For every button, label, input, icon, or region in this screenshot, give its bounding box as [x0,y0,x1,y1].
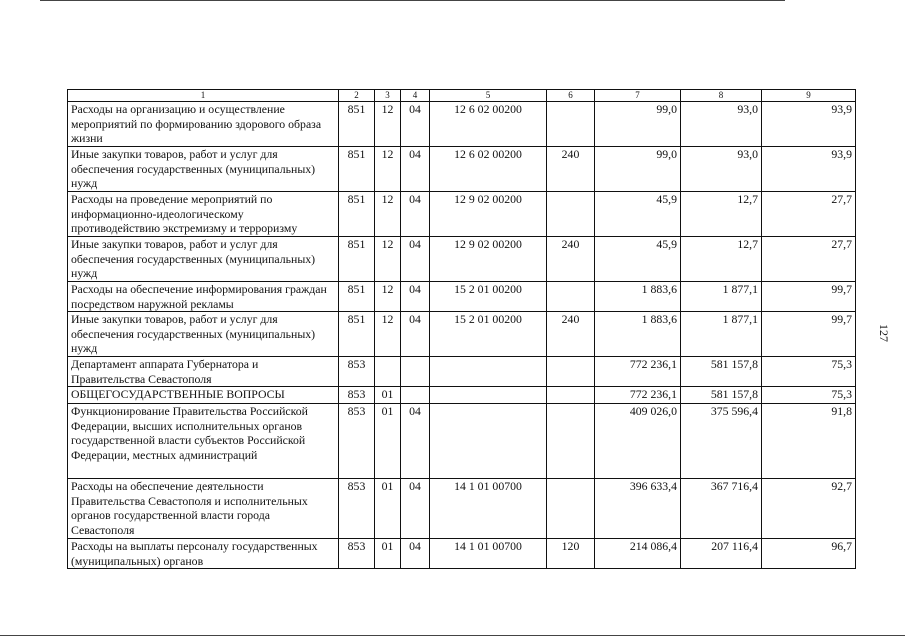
planned-amount-cell: 409 026,0 [595,404,681,479]
podrazdel-code-cell: 04 [401,312,430,357]
target-article-cell: 14 1 01 00700 [430,479,547,539]
table-row [68,312,856,357]
planned-amount-cell: 214 086,4 [595,539,681,569]
razdel-code-cell: 01 [375,539,401,569]
podrazdel-code-cell: 04 [401,192,430,237]
column-header: 4 [401,90,430,102]
column-header: 3 [375,90,401,102]
target-article-cell [430,387,547,404]
expense-type-cell [547,387,595,404]
razdel-code-cell: 12 [375,192,401,237]
table-row [68,539,856,569]
table-row [68,357,856,387]
row-name-cell: Функционирование Правительства Российской Федерации, высших исполнительных органов государственной власти субъектов Российской Федерации, местных администраций [68,404,339,479]
table-row [68,192,856,237]
expense-type-cell [547,192,595,237]
planned-amount-cell: 1 883,6 [595,282,681,312]
razdel-code-cell: 12 [375,102,401,147]
executed-amount-cell: 1 877,1 [681,312,762,357]
razdel-code-cell: 01 [375,387,401,404]
executed-amount-cell: 581 157,8 [681,357,762,387]
column-header: 9 [762,90,856,102]
row-name-cell: Департамент аппарата Губернатора и Правительства Севастополя [68,357,339,387]
planned-amount-cell: 99,0 [595,147,681,192]
podrazdel-code-cell: 04 [401,404,430,479]
expense-type-cell [547,282,595,312]
execution-percent-cell: 93,9 [762,102,856,147]
target-article-cell: 12 6 02 00200 [430,147,547,192]
target-article-cell: 15 2 01 00200 [430,312,547,357]
row-name-cell: Расходы на обеспечение деятельности Правительства Севастополя и исполнительных органов государственной власти города Севастополя [68,479,339,539]
glava-code-cell: 851 [339,102,375,147]
row-name-cell: Расходы на выплаты персоналу государственных (муниципальных) органов [68,539,339,569]
planned-amount-cell: 45,9 [595,237,681,282]
glava-code-cell: 851 [339,147,375,192]
razdel-code-cell: 12 [375,282,401,312]
target-article-cell: 15 2 01 00200 [430,282,547,312]
column-header: 5 [430,90,547,102]
target-article-cell: 12 6 02 00200 [430,102,547,147]
planned-amount-cell: 396 633,4 [595,479,681,539]
planned-amount-cell: 1 883,6 [595,312,681,357]
execution-percent-cell: 75,3 [762,387,856,404]
column-header: 6 [547,90,595,102]
executed-amount-cell: 12,7 [681,237,762,282]
expense-type-cell [547,102,595,147]
execution-percent-cell: 27,7 [762,192,856,237]
target-article-cell [430,404,547,479]
row-name-cell: Иные закупки товаров, работ и услуг для обеспечения государственных (муниципальных) нужд [68,312,339,357]
podrazdel-code-cell: 04 [401,102,430,147]
table-row [68,237,856,282]
table-row [68,282,856,312]
podrazdel-code-cell: 04 [401,539,430,569]
razdel-code-cell: 12 [375,147,401,192]
glava-code-cell: 851 [339,192,375,237]
row-name-cell: Расходы на проведение мероприятий по информационно-идеологическому противодействию экстремизму и терроризму [68,192,339,237]
executed-amount-cell: 207 116,4 [681,539,762,569]
execution-percent-cell: 93,9 [762,147,856,192]
target-article-cell: 14 1 01 00700 [430,539,547,569]
execution-percent-cell: 99,7 [762,282,856,312]
execution-percent-cell: 91,8 [762,404,856,479]
table-row [68,147,856,192]
execution-percent-cell: 92,7 [762,479,856,539]
execution-percent-cell: 27,7 [762,237,856,282]
column-header: 8 [681,90,762,102]
expense-type-cell [547,479,595,539]
scan-bottom-edge [0,635,905,636]
target-article-cell: 12 9 02 00200 [430,237,547,282]
execution-percent-cell: 99,7 [762,312,856,357]
razdel-code-cell: 01 [375,479,401,539]
expense-type-cell [547,404,595,479]
row-name-cell: Иные закупки товаров, работ и услуг для обеспечения государственных (муниципальных) нужд [68,147,339,192]
expense-type-cell: 240 [547,237,595,282]
podrazdel-code-cell: 04 [401,147,430,192]
row-name-cell: Иные закупки товаров, работ и услуг для обеспечения государственных (муниципальных) нужд [68,237,339,282]
podrazdel-code-cell: 04 [401,282,430,312]
glava-code-cell: 853 [339,404,375,479]
executed-amount-cell: 93,0 [681,147,762,192]
column-number-row [68,90,856,102]
glava-code-cell: 851 [339,312,375,357]
podrazdel-code-cell [401,357,430,387]
planned-amount-cell: 99,0 [595,102,681,147]
expense-type-cell: 120 [547,539,595,569]
glava-code-cell: 853 [339,387,375,404]
target-article-cell: 12 9 02 00200 [430,192,547,237]
executed-amount-cell: 375 596,4 [681,404,762,479]
glava-code-cell: 853 [339,357,375,387]
expense-type-cell [547,357,595,387]
execution-percent-cell: 75,3 [762,357,856,387]
row-name-cell: Расходы на организацию и осуществление мероприятий по формированию здорового образа жизни [68,102,339,147]
table-row [68,479,856,539]
executed-amount-cell: 12,7 [681,192,762,237]
razdel-code-cell [375,357,401,387]
expense-type-cell: 240 [547,312,595,357]
razdel-code-cell: 12 [375,237,401,282]
glava-code-cell: 853 [339,539,375,569]
executed-amount-cell: 581 157,8 [681,387,762,404]
budget-table [67,89,856,569]
table-row [68,102,856,147]
glava-code-cell: 853 [339,479,375,539]
column-header: 2 [339,90,375,102]
podrazdel-code-cell [401,387,430,404]
planned-amount-cell: 45,9 [595,192,681,237]
execution-percent-cell: 96,7 [762,539,856,569]
podrazdel-code-cell: 04 [401,479,430,539]
target-article-cell [430,357,547,387]
table-row [68,387,856,404]
planned-amount-cell: 772 236,1 [595,357,681,387]
page-number: 127 [877,324,891,342]
glava-code-cell: 851 [339,282,375,312]
razdel-code-cell: 01 [375,404,401,479]
planned-amount-cell: 772 236,1 [595,387,681,404]
executed-amount-cell: 367 716,4 [681,479,762,539]
podrazdel-code-cell: 04 [401,237,430,282]
executed-amount-cell: 93,0 [681,102,762,147]
expense-type-cell: 240 [547,147,595,192]
table-row [68,404,856,479]
razdel-code-cell: 12 [375,312,401,357]
row-name-cell: Расходы на обеспечение информирования граждан посредством наружной рекламы [68,282,339,312]
scan-top-edge [40,0,785,1]
executed-amount-cell: 1 877,1 [681,282,762,312]
row-name-cell: ОБЩЕГОСУДАРСТВЕННЫЕ ВОПРОСЫ [68,387,339,404]
column-header: 1 [68,90,339,102]
column-header: 7 [595,90,681,102]
glava-code-cell: 851 [339,237,375,282]
